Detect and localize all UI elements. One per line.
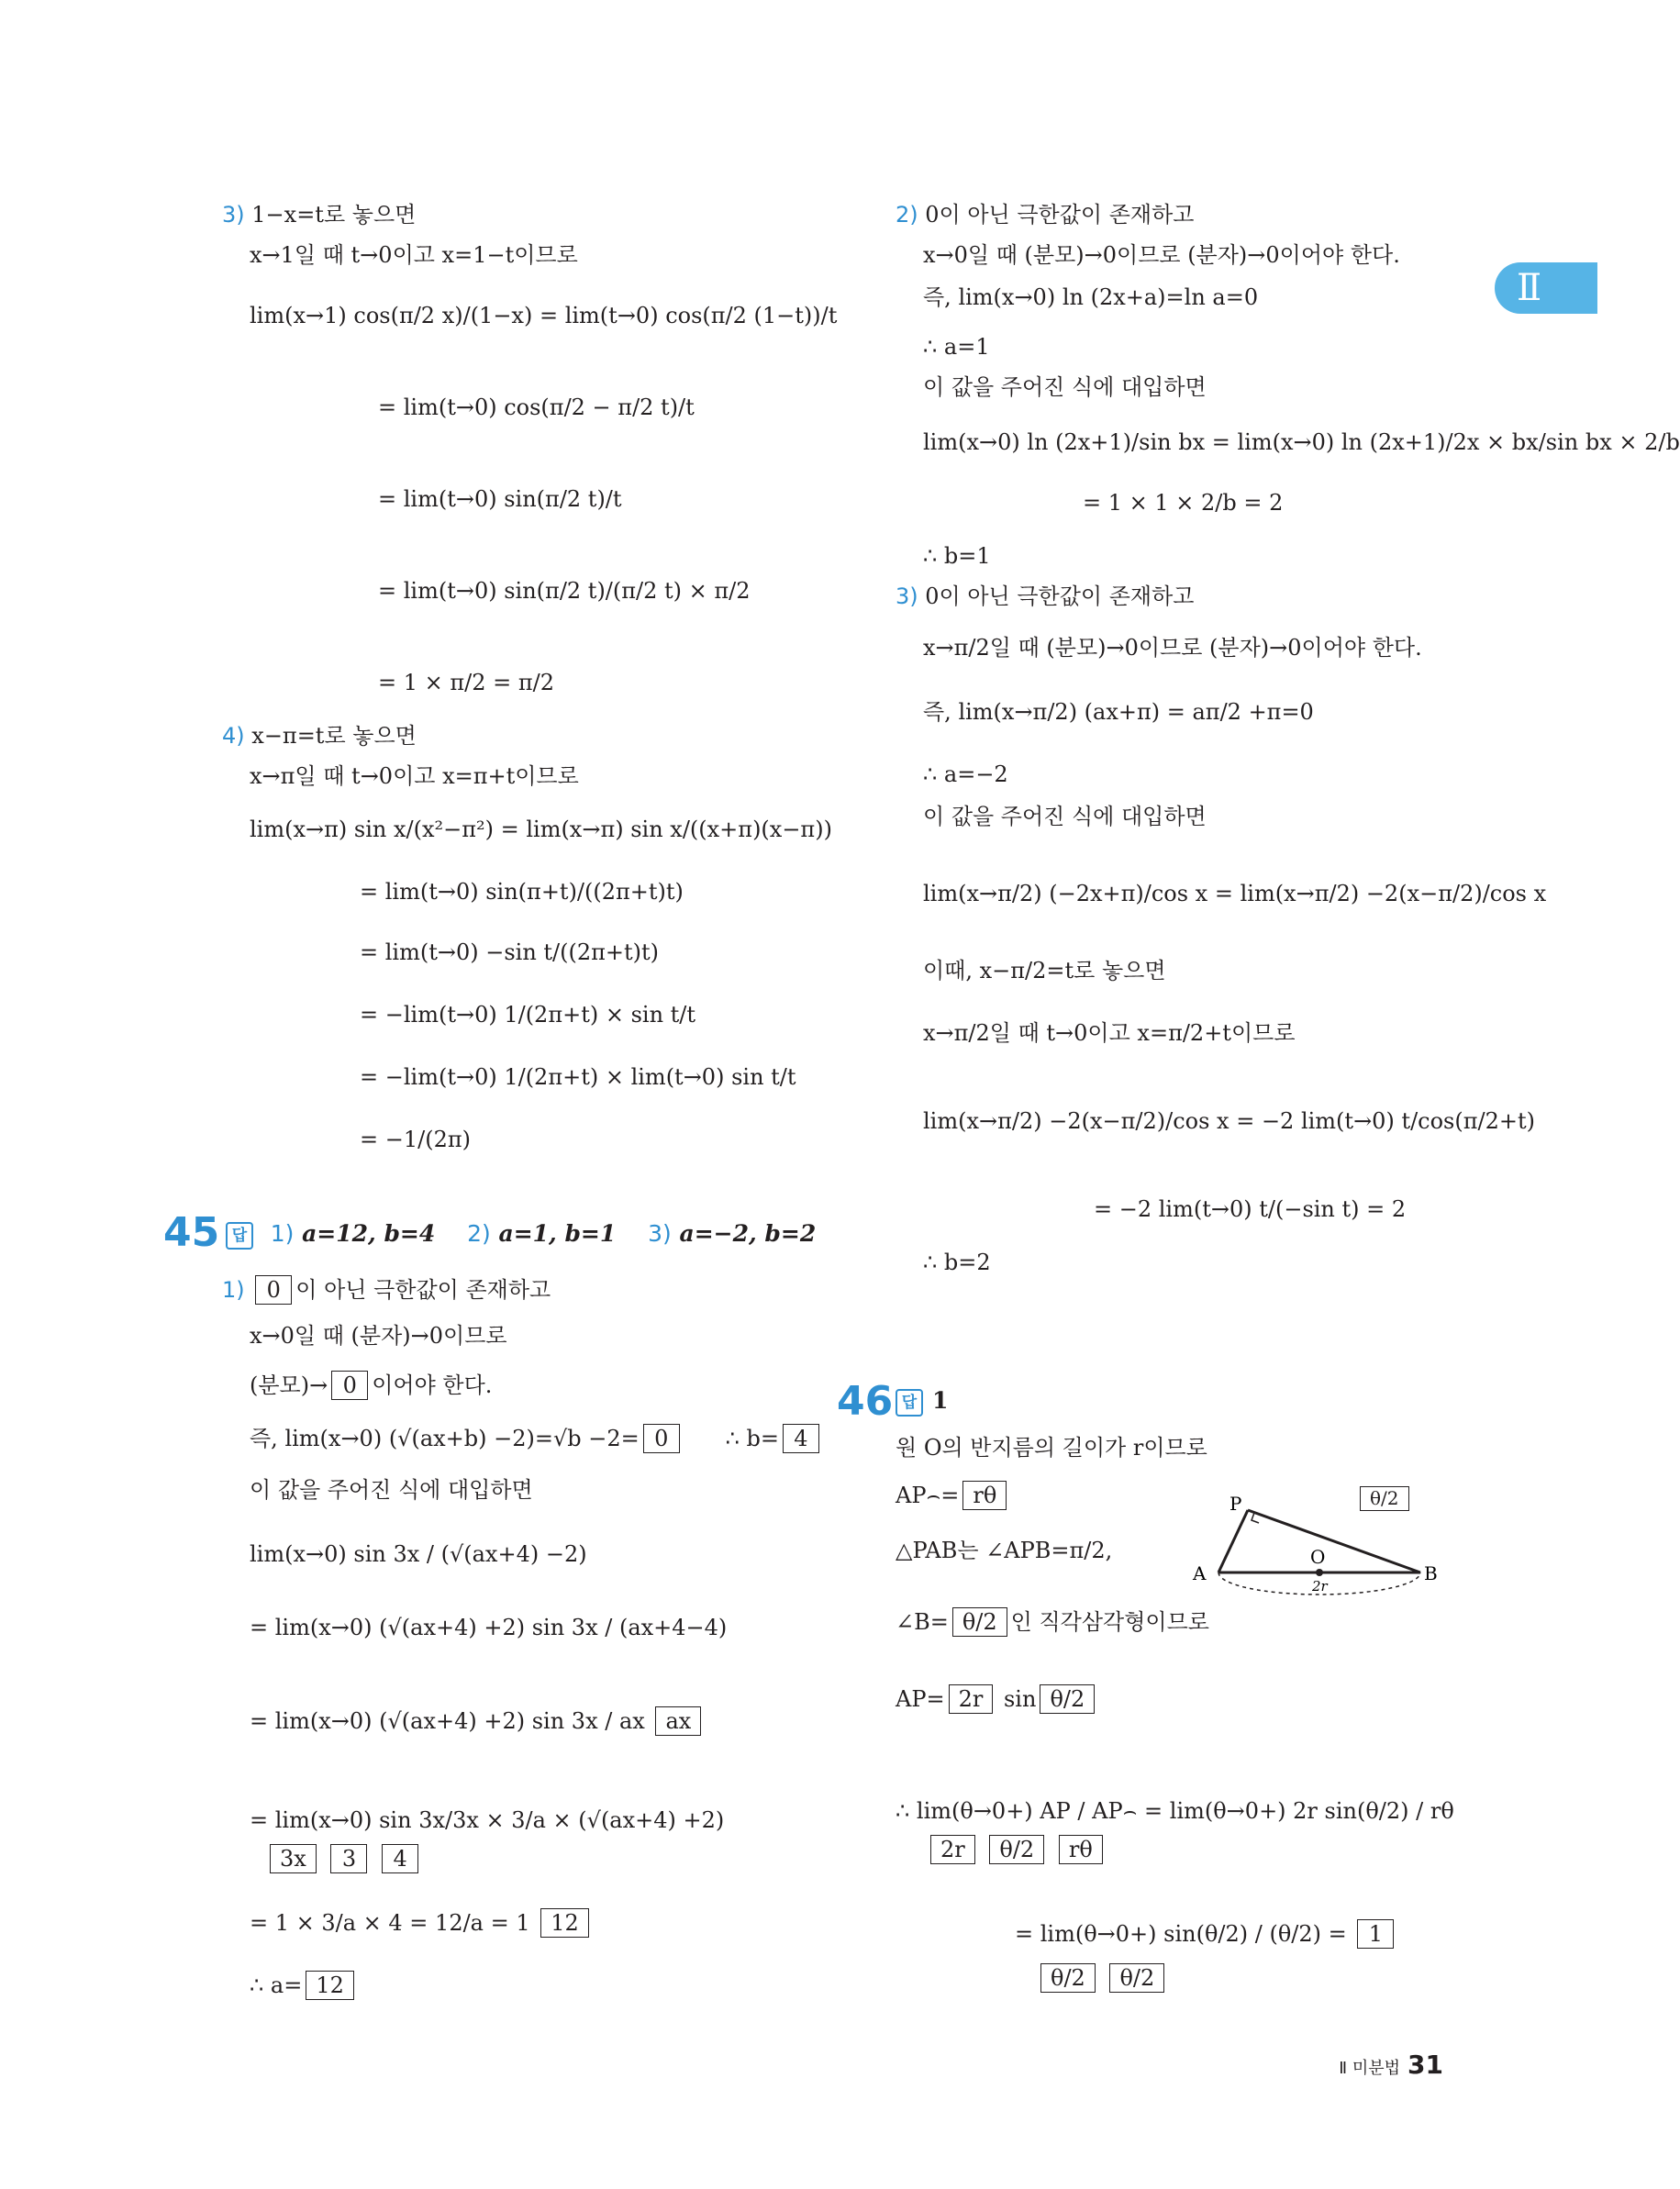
right-p2-line3: 즉, lim(x→0) ln (2x+a)=ln a=0 <box>923 284 1259 310</box>
left-p4-eq4: = −lim(t→0) 1/(2π+t) × sin t/t <box>360 1002 696 1028</box>
right-p2-line2: x→0일 때 (분모)→0이므로 (분자)→0이어야 한다. <box>923 242 1400 268</box>
blank-box: θ/2 <box>1040 1684 1095 1714</box>
label-o: O <box>1310 1546 1326 1568</box>
answer-tag-icon: 답 <box>896 1389 923 1417</box>
q45-1-line5: 이 값을 주어진 식에 대입하면 <box>250 1477 533 1503</box>
blank-box: rθ <box>1059 1835 1103 1864</box>
right-p3-line3: 즉, lim(x→π/2) (ax+π) = aπ/2 +π=0 <box>923 699 1314 725</box>
left-p4-eq3: = lim(t→0) −sin t/((2π+t)t) <box>360 939 660 965</box>
label-2r: 2r <box>1312 1578 1328 1595</box>
blank-box: rθ <box>962 1481 1007 1510</box>
right-p2-eq2: = 1 × 1 × 2/b = 2 <box>1083 490 1284 516</box>
q46-eq1: ∴ lim(θ→0+) AP / AP⌢ = lim(θ→0+) 2r sin(θ/2) / rθ <box>896 1798 1454 1824</box>
q46-eq1-boxes <box>927 1835 1107 1864</box>
left-p3-condition: x→1일 때 t→0이고 x=1−t이므로 <box>250 242 578 268</box>
label-a: A <box>1193 1562 1207 1584</box>
blank-box: ax <box>655 1706 701 1736</box>
blank-box: θ/2 <box>1040 1963 1096 1993</box>
segment-pb <box>1248 1510 1420 1572</box>
center-point <box>1316 1569 1323 1576</box>
label-b: B <box>1424 1562 1438 1584</box>
left-p4-condition: x→π일 때 t→0이고 x=π+t이므로 <box>250 763 579 789</box>
right-p3-eq1: lim(x→π/2) (−2x+π)/cos x = lim(x→π/2) −2(x−π/2)/cos x <box>923 881 1547 906</box>
blank-box: 4 <box>783 1424 819 1453</box>
blank-box: θ/2 <box>952 1607 1007 1637</box>
blank-box: 2r <box>930 1835 975 1864</box>
right-p3-eq2: lim(x→π/2) −2(x−π/2)/cos x = −2 lim(t→0) t/cos(π/2+t) <box>923 1108 1535 1134</box>
q46-line4: ∠B= θ/2 인 직각삼각형이므로 <box>896 1609 1209 1635</box>
q45-1-eq5: = 1 × 3/a × 4 = 12/a = 1 12 <box>250 1908 593 1938</box>
q45-1-eq4: = lim(x→0) sin 3x/3x × 3/a × (√(ax+4) +2) <box>250 1807 725 1833</box>
q46-line3: △PAB는 ∠APB=π/2, <box>896 1538 1113 1563</box>
left-p3-heading: 3) 1−x=t로 놓으면 <box>222 202 417 228</box>
question-45-answers: 답 1) a=12, b=4 2) a=1, b=1 3) a=−2, b=2 <box>226 1220 816 1250</box>
segment-ap <box>1218 1510 1248 1572</box>
right-p2-line5: 이 값을 주어진 식에 대입하면 <box>923 374 1207 400</box>
page-footer: Ⅱ 미분법 31 <box>1339 2050 1443 2080</box>
blank-box: 12 <box>540 1908 589 1938</box>
left-p3-eq3: = lim(t→0) sin(π/2 t)/t <box>378 486 622 512</box>
left-p4-eq5: = −lim(t→0) 1/(2π+t) × lim(t→0) sin t/t <box>360 1064 796 1090</box>
right-p3-line5: 이 값을 주어진 식에 대입하면 <box>923 804 1207 829</box>
answer-tag-icon: 답 <box>226 1222 253 1250</box>
right-p3-line4: ∴ a=−2 <box>923 761 1008 787</box>
blank-box: 0 <box>643 1424 680 1453</box>
figure-angle-box <box>1356 1486 1413 1511</box>
blank-box: 4 <box>382 1844 418 1873</box>
right-p3-eq3: = −2 lim(t→0) t/(−sin t) = 2 <box>1094 1196 1407 1222</box>
q45-1-eq1: lim(x→0) sin 3x / (√(ax+4) −2) <box>250 1541 587 1567</box>
q46-line5: AP= 2r sin θ/2 <box>896 1684 1098 1714</box>
blank-box: 12 <box>306 1971 354 2000</box>
left-p4-eq6: = −1/(2π) <box>360 1127 471 1152</box>
question-45-number: 45 <box>163 1209 220 1256</box>
q45-1-eq3: = lim(x→0) (√(ax+4) +2) sin 3x / ax ax <box>250 1706 705 1736</box>
right-p2-eq1: lim(x→0) ln (2x+1)/sin bx = lim(x→0) ln (2x+1)/2x × bx/sin bx × 2/b <box>923 429 1680 455</box>
right-p3-line7: x→π/2일 때 t→0이고 x=π/2+t이므로 <box>923 1020 1296 1046</box>
chapter-tab: Ⅱ <box>1495 262 1597 314</box>
right-p3-heading: 3) 0이 아닌 극한값이 존재하고 <box>896 583 1195 609</box>
q46-line1: 원 O의 반지름의 길이가 r이므로 <box>896 1435 1207 1461</box>
label-p: P <box>1229 1493 1242 1515</box>
right-p2-result: ∴ b=1 <box>923 543 991 569</box>
question-46-number: 46 <box>837 1378 894 1425</box>
question-46-answer: 답 1 <box>896 1387 948 1417</box>
q45-1-line4: 즉, lim(x→0) (√(ax+b) −2)=√b −2= 0 ∴ b= 4 <box>250 1424 823 1453</box>
q46-line2: AP⌢= rθ <box>896 1481 1010 1510</box>
right-p3-result: ∴ b=2 <box>923 1250 991 1275</box>
right-p3-line6: 이때, x−π/2=t로 놓으면 <box>923 958 1166 983</box>
q45-1-eq2: = lim(x→0) (√(ax+4) +2) sin 3x / (ax+4−4) <box>250 1615 728 1640</box>
left-p3-eq5: = 1 × π/2 = π/2 <box>378 670 554 695</box>
blank-box: 0 <box>255 1275 292 1305</box>
blank-box: 3x <box>270 1844 317 1873</box>
blank-box: 2r <box>949 1684 994 1714</box>
blank-box: 0 <box>331 1371 368 1400</box>
left-p3-eq4: = lim(t→0) sin(π/2 t)/(π/2 t) × π/2 <box>378 578 751 604</box>
page-number: 31 <box>1407 2050 1443 2080</box>
q46-eq2-boxes <box>1037 1963 1168 1993</box>
blank-box: 3 <box>330 1844 367 1873</box>
blank-box: 1 <box>1357 1919 1394 1949</box>
q45-1-line2: x→0일 때 (분자)→0이므로 <box>250 1323 507 1349</box>
left-p4-eq1: lim(x→π) sin x/(x²−π²) = lim(x→π) sin x/((x+π)(x−π)) <box>250 817 832 842</box>
blank-box: θ/2 <box>1109 1963 1164 1993</box>
q46-eq2: = lim(θ→0+) sin(θ/2) / (θ/2) = 1 <box>1015 1919 1397 1949</box>
left-p4-eq2: = lim(t→0) sin(π+t)/((2π+t)t) <box>360 879 684 905</box>
q45-1-result: ∴ a= 12 <box>250 1971 358 2000</box>
blank-box: θ/2 <box>989 1835 1044 1864</box>
right-p2-heading: 2) 0이 아닌 극한값이 존재하고 <box>896 202 1195 228</box>
left-p3-eq2: = lim(t→0) cos(π/2 − π/2 t)/t <box>378 394 695 420</box>
left-p4-heading: 4) x−π=t로 놓으면 <box>222 723 417 749</box>
q45-1-heading: 1) 0 이 아닌 극한값이 존재하고 <box>222 1277 551 1303</box>
q45-1-line3: (분모)→ 0 이어야 한다. <box>250 1372 493 1398</box>
right-p2-line4: ∴ a=1 <box>923 334 990 360</box>
left-p3-eq1: lim(x→1) cos(π/2 x)/(1−x) = lim(t→0) cos(π/2 (1−t))/t <box>250 303 838 328</box>
right-p3-line2: x→π/2일 때 (분모)→0이므로 (분자)→0이어야 한다. <box>923 635 1422 661</box>
q45-1-eq4-boxes <box>266 1844 422 1873</box>
triangle-figure <box>1184 1477 1459 1596</box>
blank-box: θ/2 <box>1360 1486 1409 1511</box>
